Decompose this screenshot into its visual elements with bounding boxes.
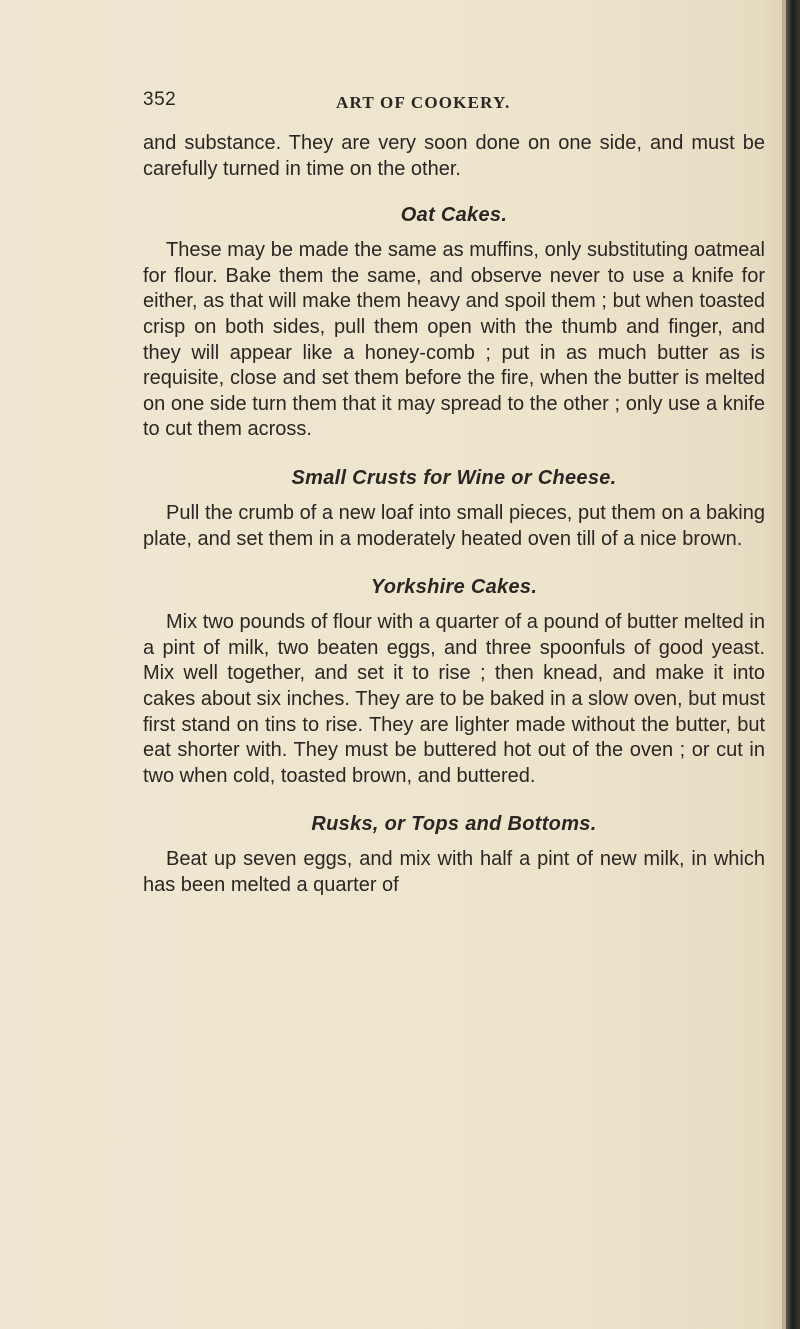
- page-header: [143, 88, 763, 118]
- section-text-rusks: Beat up seven eggs, and mix with half a pint of new milk, in which has been melted a quarter of: [143, 848, 765, 896]
- continuation-paragraph: and substance. They are very soon done on one side, and must be carefully turned in time on the other.: [143, 132, 765, 180]
- section-text-oat-cakes: These may be made the same as muffins, only substituting oatmeal for flour. Bake them the same, and observe never to use a knife for either, as that will make them heavy and spoil them ; but when toasted crisp on both sides, pull them open with the thumb and finger, and they will appear like a honey-comb ; put in as much butter as is requisite, close and set them before the fire, when the butter is melted on one side turn them that it may spread to the other ; only use a knife to cut them across.: [143, 239, 765, 441]
- section-title-oat-cakes: Oat Cakes.: [400, 204, 508, 227]
- section-text-small-crusts: Pull the crumb of a new loaf into small pieces, put them on a baking plate, and set them in a moderately heated oven till of a nice brown.: [143, 501, 765, 550]
- section-title-yorkshire-cakes: Yorkshire Cakes.: [370, 576, 538, 599]
- book-spine: [786, 0, 800, 1329]
- section-title-small-crusts: Small Crusts for Wine or Cheese.: [291, 466, 617, 489]
- section-text-yorkshire-cakes: Mix two pounds of flour with a quarter of a pound of butter melted in a pint of milk, two beaten eggs, and three spoonfuls of good yeast. Mix well together, and set it to rise ; then knead, and make it into cakes about six inches. They are to be baked in a slow oven, but must first stand on tins to rise. They are lighter made without the butter, but eat shorter with. They must be buttered hot out of the oven ; or cut in two when cold, toasted brown, and buttered.: [143, 611, 765, 787]
- section-title-rusks: Rusks, or Tops and Bottoms.: [311, 813, 597, 836]
- page-body: [143, 131, 765, 898]
- running-head: ART OF COOKERY.: [336, 93, 511, 112]
- page-number: 352: [143, 89, 177, 110]
